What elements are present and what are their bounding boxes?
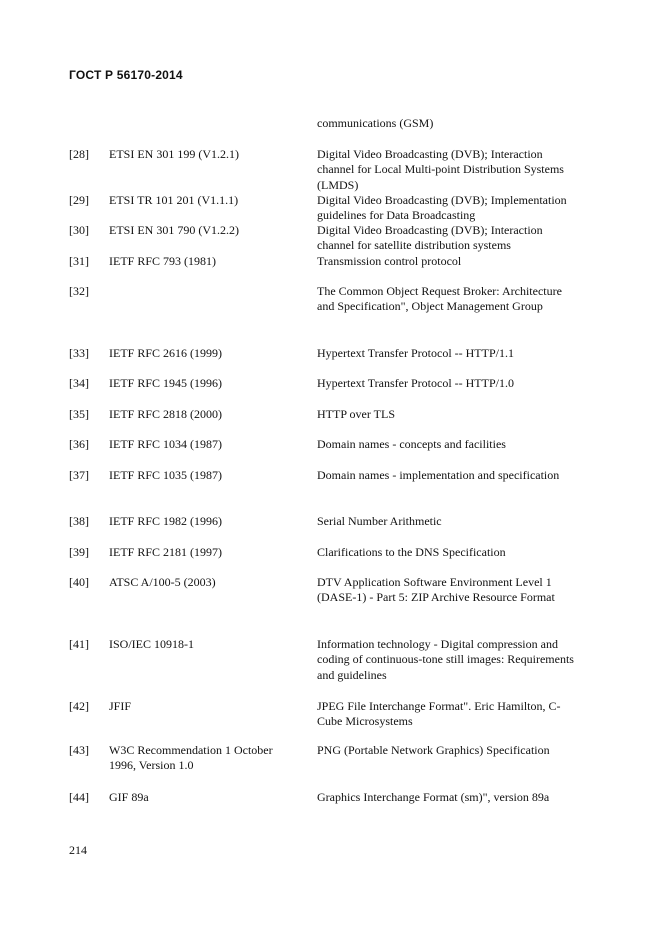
reference-number: [35] — [69, 407, 89, 421]
reference-code: IETF RFC 1035 (1987) — [109, 468, 223, 482]
reference-number: [38] — [69, 514, 89, 528]
reference-title: Digital Video Broadcasting (DVB); Interaction channel for satellite distribution systems — [317, 223, 543, 253]
reference-title: JPEG File Interchange Format". Eric Hamilton, C-Cube Microsystems — [317, 699, 561, 729]
reference-title: Domain names - concepts and facilities — [317, 437, 506, 451]
reference-code: GIF 89a — [109, 790, 149, 804]
document-header: ГОСТ Р 56170-2014 — [69, 68, 183, 82]
reference-title: Transmission control protocol — [317, 254, 462, 268]
reference-code: IETF RFC 793 (1981) — [109, 254, 217, 268]
reference-title: Digital Video Broadcasting (DVB); Interaction channel for Local Multi-point Distribution Systems (LMDS) — [317, 147, 564, 192]
reference-number: [28] — [69, 147, 89, 161]
reference-title: Serial Number Arithmetic — [317, 514, 442, 528]
reference-code: IETF RFC 1982 (1996) — [109, 514, 223, 528]
reference-code: IETF RFC 2181 (1997) — [109, 545, 223, 559]
reference-title: HTTP over TLS — [317, 407, 395, 421]
reference-number: [31] — [69, 254, 89, 268]
reference-number: [40] — [69, 575, 89, 589]
reference-number: [33] — [69, 346, 89, 360]
reference-number: [36] — [69, 437, 89, 451]
reference-title: Digital Video Broadcasting (DVB); Implementation guidelines for Data Broadcasting — [317, 193, 567, 223]
reference-number: [42] — [69, 699, 89, 713]
reference-number: [34] — [69, 376, 89, 390]
reference-code: ETSI EN 301 199 (V1.2.1) — [109, 147, 239, 161]
reference-title: The Common Object Request Broker: Architecture and Specification", Object Management Group — [317, 284, 562, 314]
reference-number: [43] — [69, 743, 89, 757]
reference-code: IETF RFC 2818 (2000) — [109, 407, 223, 421]
reference-title: Hypertext Transfer Protocol -- HTTP/1.0 — [317, 376, 514, 390]
reference-code: W3C Recommendation 1 October 1996, Version 1.0 — [109, 743, 273, 773]
reference-code: ETSI TR 101 201 (V1.1.1) — [109, 193, 239, 207]
reference-title: Hypertext Transfer Protocol -- HTTP/1.1 — [317, 346, 514, 360]
reference-number: [37] — [69, 468, 89, 482]
reference-title: Domain names - implementation and specification — [317, 468, 560, 482]
reference-number: [29] — [69, 193, 89, 207]
page-number: 214 — [69, 843, 87, 857]
reference-number: [41] — [69, 637, 89, 651]
reference-title: DTV Application Software Environment Level 1 (DASE-1) - Part 5: ZIP Archive Resource Format — [317, 575, 555, 605]
reference-title: Clarifications to the DNS Specification — [317, 545, 506, 559]
reference-number: [30] — [69, 223, 89, 237]
reference-title: PNG (Portable Network Graphics) Specification — [317, 743, 550, 757]
reference-number: [44] — [69, 790, 89, 804]
reference-title: Information technology - Digital compression and coding of continuous-tone still images: Requirements and guidelines — [317, 637, 574, 682]
reference-title: Graphics Interchange Format (sm)", version 89a — [317, 790, 550, 804]
reference-number: [32] — [69, 284, 89, 298]
reference-code: IETF RFC 1034 (1987) — [109, 437, 223, 451]
reference-code: IETF RFC 1945 (1996) — [109, 376, 223, 390]
reference-code: JFIF — [109, 699, 132, 713]
reference-number: [39] — [69, 545, 89, 559]
reference-code: ATSC A/100-5 (2003) — [109, 575, 216, 589]
reference-code: ISO/IEC 10918-1 — [109, 637, 194, 651]
continued-reference-text: communications (GSM) — [317, 116, 434, 130]
reference-code: IETF RFC 2616 (1999) — [109, 346, 223, 360]
reference-code: ETSI EN 301 790 (V1.2.2) — [109, 223, 239, 237]
